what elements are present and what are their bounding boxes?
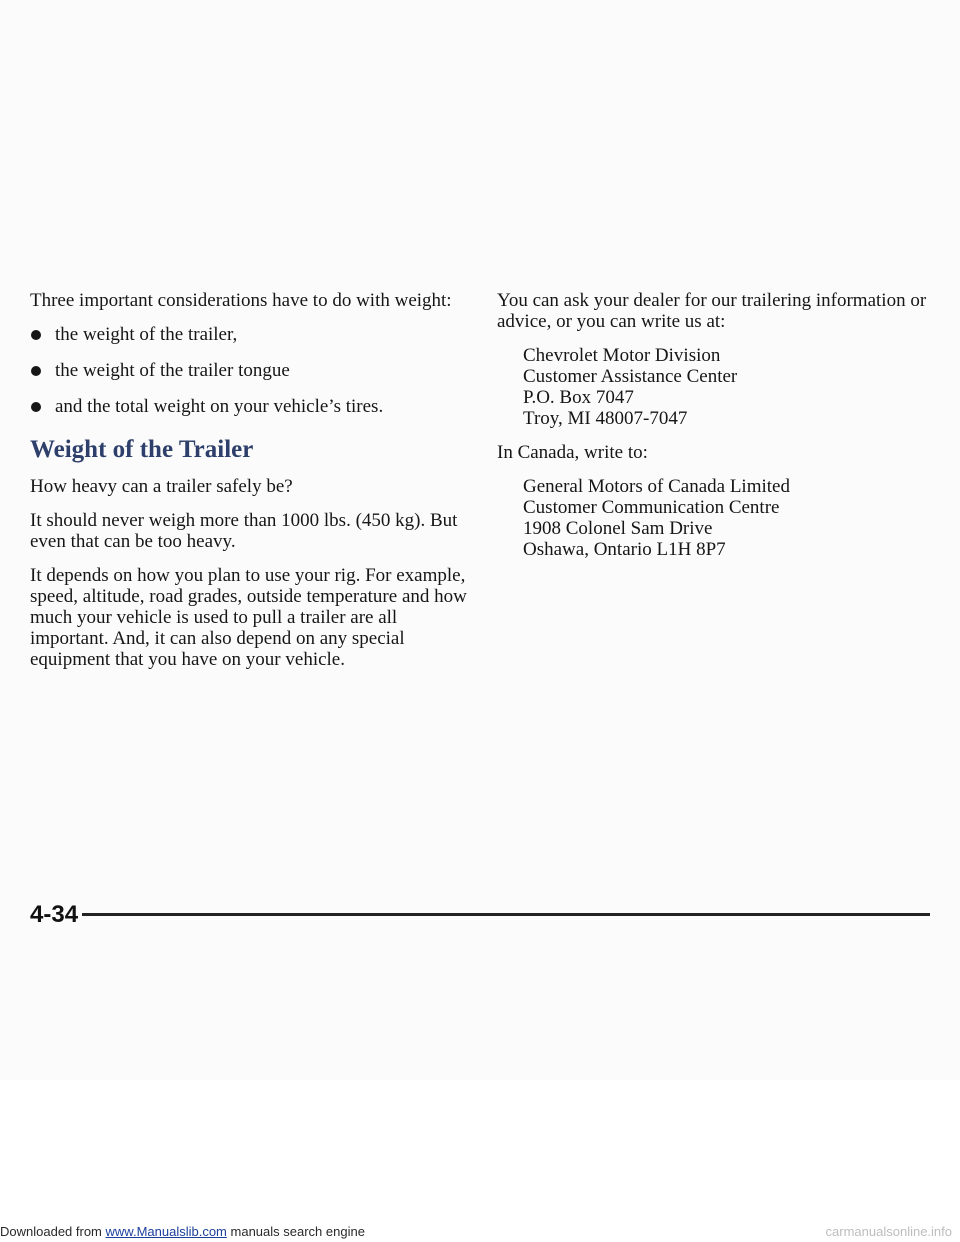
paragraph: It should never weigh more than 1000 lbs. (450 kg). But even that can be too heavy. — [30, 510, 458, 552]
paragraph: How heavy can a trailer safely be? — [30, 476, 293, 497]
bullet-icon — [31, 330, 41, 340]
list-item — [30, 396, 470, 417]
bullet-icon — [31, 402, 41, 412]
list-item-text: the weight of the trailer tongue — [55, 360, 290, 381]
canada-address-block — [497, 476, 937, 560]
list-item-text: the weight of the trailer, — [55, 324, 238, 345]
right-column — [497, 290, 937, 573]
canada-intro: In Canada, write to: — [497, 442, 648, 463]
download-footer — [0, 1224, 365, 1239]
address-line: Customer Communication Centre — [523, 497, 780, 518]
address-line: P.O. Box 7047 — [523, 387, 634, 408]
dealer-advice-paragraph: You can ask your dealer for our trailering information or advice, or you can write us at: — [497, 290, 927, 332]
address-line: Customer Assistance Center — [523, 366, 738, 387]
address-line: General Motors of Canada Limited — [523, 476, 790, 497]
bullet-icon — [31, 366, 41, 376]
address-line: Chevrolet Motor Division — [523, 345, 721, 366]
address-line: 1908 Colonel Sam Drive — [523, 518, 713, 539]
left-column — [30, 290, 470, 683]
section-heading: Weight of the Trailer — [30, 436, 254, 463]
us-address-block — [497, 345, 937, 429]
address-line: Troy, MI 48007-7047 — [523, 408, 688, 429]
footer-suffix: manuals search engine — [230, 1224, 365, 1239]
footer-rule — [82, 913, 930, 916]
paragraph: It depends on how you plan to use your rig. For example, speed, altitude, road grades, outside temperature and how much your vehicle is used to pull a trailer are all important. And, it can also depend on any special equipment that you have on your vehicle. — [30, 565, 467, 670]
list-item — [30, 324, 470, 345]
watermark: carmanualsonline.info — [825, 1224, 952, 1239]
page-number: 4-34 — [30, 901, 79, 928]
manualslib-link[interactable]: www.Manualslib.com — [105, 1224, 227, 1239]
weight-intro: Three important considerations have to do with weight: — [30, 290, 452, 311]
weight-considerations-list — [30, 324, 470, 417]
footer-prefix: Downloaded from — [0, 1224, 102, 1239]
list-item-text: and the total weight on your vehicle’s tires. — [55, 396, 384, 417]
list-item — [30, 360, 470, 381]
address-line: Oshawa, Ontario L1H 8P7 — [523, 539, 726, 560]
